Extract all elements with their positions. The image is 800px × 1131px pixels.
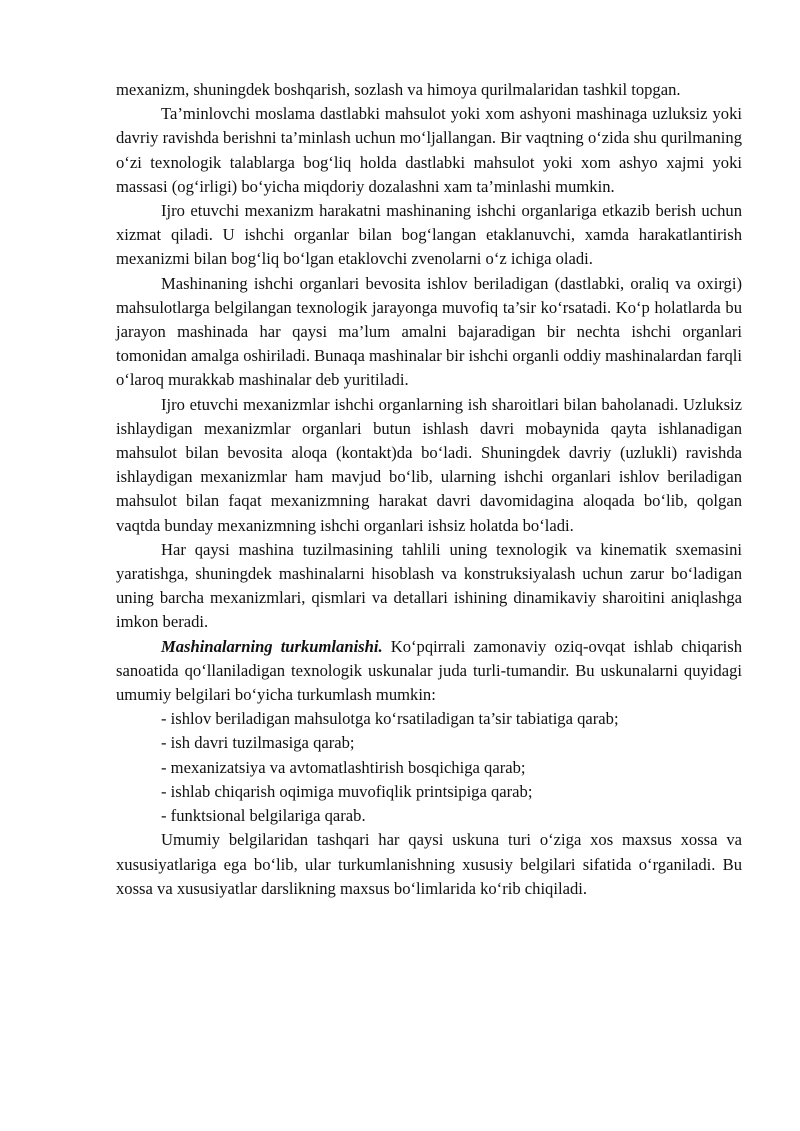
list-item: - funktsional belgilariga qarab. (161, 806, 366, 826)
paragraph-6: Har qaysi mashina tuzilmasining tahlili uning texnologik va kinematik sxemasini yaratishga, shuningdek mashinalarni hisoblash va konstruksiyalash uchun zarur bo‘ladigan uning barcha mexanizmlari, qismlari va detallari ishining dinamikaviy sharoitini aniqlashga imkon beradi. (116, 539, 742, 632)
classification-paragraph (116, 635, 742, 708)
paragraph-2: Ta’minlovchi moslama dastlabki mahsulot yoki xom ashyoni mashinaga uzluksiz yoki davriy ravishda berishni ta’minlash uchun mo‘ljallangan. Bir vaqtning o‘zida shu qurilmaning o‘zi texnologik talablarga bog‘liq holda dastlabki mahsulot yoki xom ashyo xajmi yoki massasi (og‘irligi) bo‘yicha miqdoriy dozalashni xam ta’minlashi mumkin. (116, 104, 742, 196)
paragraph-3: Ijro etuvchi mexanizm harakatni mashinaning ishchi organlariga etkazib berish uchun xizmat qiladi. U ishchi organlar bilan bog‘langan etaklanuvchi, xamda harakatlantirish mexanizmi bilan bog‘liq bo‘lgan etaklovchi zvenolarni o‘z ichiga oladi. (116, 201, 742, 269)
classification-text: Ko‘pqirrali zamonaviy oziq-ovqat ishlab chiqarish sanoatida qo‘llaniladigan texnologik uskunalar juda turli-tumandir. Bu uskunalarni quyidagi umumiy belgilari bo‘yicha turkumlash mumkin: (116, 636, 742, 705)
list-item: - ishlab chiqarish oqimiga muvofiqlik printsipiga qarab; (161, 781, 533, 801)
list-item: - ish davri tuzilmasiga qarab; (161, 733, 355, 753)
paragraph-4: Mashinaning ishchi organlari bevosita ishlov beriladigan (dastlabki, oraliq va oxirgi) mahsulotlarga belgilangan texnologik jarayonga muvofiq ta’sir ko‘rsatadi. Ko‘p holatlarda bu jarayon mashinada har qaysi ma’lum amalni bajaradigan bir nechta ishchi organlari tomonidan amalga oshiriladi. Bunaqa mashinalar bir ishchi organli oddiy mashinalardan farqli o‘laroq murakkab mashinalar deb yuritiladi. (116, 273, 742, 390)
list-item: - mexanizatsiya va avtomatlashtirish bosqichiga qarab; (161, 757, 526, 777)
paragraph-5: Ijro etuvchi mexanizmlar ishchi organlarning ish sharoitlari bilan baholanadi. Uzluksiz ishlaydigan mexanizmlar organlari butun ishlash davri mobaynida qayta ishlanadigan mahsulot bilan bevosita aloqa (kontakt)da bo‘ladi. Shuningdek davriy (uzlukli) ravishda ishlaydigan mexanizmlar ham mavjud bo‘lib, ularning ishchi organlari ishlov beriladigan mahsulot bilan faqat mexanizmning harakat davri davomidagina aloqada bo‘lib, qolgan vaqtda bunday mexanizmning ishchi organlari ishsiz holatda bo‘ladi. (116, 394, 742, 535)
section-heading: Mashinalarning turkumlanishi. (161, 636, 383, 656)
list-item: - ishlov beriladigan mahsulotga ko‘rsatiladigan ta’sir tabiatiga qarab; (161, 709, 619, 729)
closing-paragraph: Umumiy belgilaridan tashqari har qaysi uskuna turi o‘ziga xos maxsus xossa va xususiyatlariga ega bo‘lib, ular turkumlanishning xususiy belgilari sifatida o‘rganiladi. Bu xossa va xususiyatlar darslikning maxsus bo‘limlarida ko‘rib chiqiladi. (116, 830, 742, 898)
paragraph-1: mexanizm, shuningdek boshqarish, sozlash va himoya qurilmalaridan tashkil topgan. (116, 80, 681, 99)
document-page (116, 78, 742, 901)
